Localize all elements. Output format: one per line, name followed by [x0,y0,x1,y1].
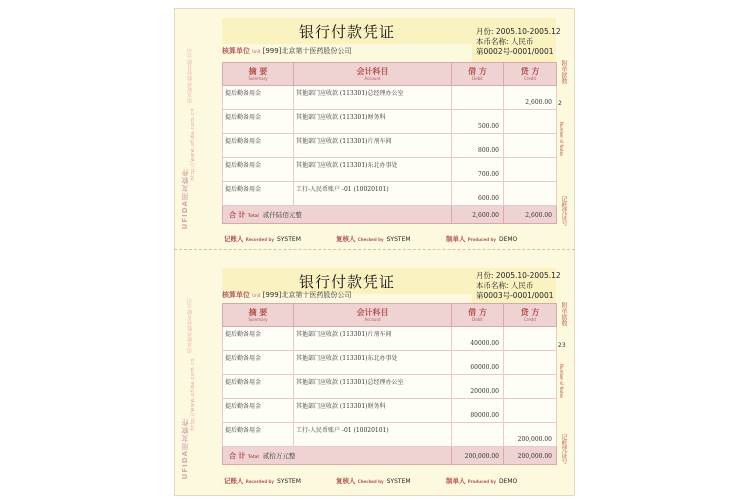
credit-cell [504,327,557,351]
attachments-count: 23 [558,342,566,349]
account-cell: 其他部门应收款 (113301)总经理办公室 [294,375,452,399]
total-debit: 200,000.00 [452,447,504,465]
summary-cell: 提后勤备用金 [223,134,294,158]
credit-cell [504,375,557,399]
debit-cell: 700.00 [452,158,504,182]
unit-row [222,290,351,300]
summary-cell: 提后勤备用金 [223,399,294,423]
total-cell: 合 计 Total 贰仟陆佰元整 [223,206,452,224]
table-header [223,63,557,86]
total-in-words: 贰仟陆佰元整 [262,211,302,219]
currency-name: 本币名称: 人民币 [476,37,534,46]
col-summary: 摘 要 Summary [223,63,294,86]
carry-label: 记账凭证号 [560,434,567,464]
unit-value: [999]北京第十医药股份公司 [262,47,352,55]
summary-cell: 提后勤备用金 [223,375,294,399]
credit-cell [504,134,557,158]
checked-by: 复核人 Checked by SYSTEM [336,235,411,243]
debit-cell: 60000.00 [452,351,504,375]
voucher-number: 第0002号-0001/0001 [476,47,554,56]
debit-cell [452,423,504,447]
voucher-2 [174,258,575,496]
col-credit: 贷 方 Credit [504,63,557,86]
table-row [223,182,557,206]
account-cell: 工行-人民币账户 -01 (10020101) [294,423,452,447]
total-credit: 2,600.00 [504,206,557,224]
credit-cell: 2,600.00 [504,86,557,110]
table-row [223,351,557,375]
table-row [223,110,557,134]
brand-logo-vertical: UFIDA用友软件 [181,418,189,480]
attachments-label-en: Number of Notes [559,364,564,399]
unit-label: 核算单位 [222,47,250,55]
account-cell: 其他部门应收款 (113301)财务科 [294,399,452,423]
debit-cell: 600.00 [452,182,504,206]
account-cell: 其他部门应收款 (113301)财务科 [294,110,452,134]
recorded-by: 记账人 Recorded by SYSTEM [224,477,301,485]
unit-label-en: Unit [252,293,261,298]
table-row [223,86,557,110]
produced-by: 制单人 Produced by DEMO [446,477,518,485]
summary-cell: 提后勤备用金 [223,351,294,375]
debit-cell: 800.00 [452,134,504,158]
voucher-number: 第0003号-0001/0001 [476,291,554,300]
col-credit: 贷 方 Credit [504,304,557,327]
side-url-text: http://www.ufida.com.cn [190,108,196,181]
currency-name: 本币名称: 人民币 [476,281,534,290]
month-range: 月份: 2005.10-2005.12 [476,271,561,280]
side-url-text: http://www.ufida.com.cn [190,358,196,431]
account-cell: 其他部门应收款 (113301)总经理办公室 [294,86,452,110]
account-cell: 其他部门应收款 (113301)东北办事处 [294,351,452,375]
side-company-text: 用友软件股份有限公司 [187,48,193,103]
brand-logo-vertical: UFIDA用友软件 [181,168,189,230]
col-account: 会计科目 Account [294,304,452,327]
attachments-label: 附单据数 [560,60,567,84]
voucher-title: 银行付款凭证 [298,23,395,41]
summary-cell: 提后勤备用金 [223,86,294,110]
month-range: 月份: 2005.10-2005.12 [476,27,561,36]
account-cell: 工行-人民币账户 -01 (10020101) [294,182,452,206]
credit-cell [504,399,557,423]
attachments-label: 附单据数 [560,302,567,326]
unit-label: 核算单位 [222,291,250,299]
unit-label-en: Unit [252,49,261,54]
voucher-1 [174,8,575,246]
table-row [223,423,557,447]
account-cell: 其他部门应收款 (113301)片剂车间 [294,327,452,351]
total-label: 合 计 [229,211,246,219]
debit-cell [452,86,504,110]
attachments-count: 2 [558,100,562,107]
checked-by: 复核人 Checked by SYSTEM [336,477,411,485]
total-row [223,447,557,465]
col-summary: 摘 要 Summary [223,304,294,327]
total-cell: 合 计 Total 贰拾万元整 [223,447,452,465]
credit-cell [504,110,557,134]
total-credit: 200,000.00 [504,447,557,465]
credit-cell [504,158,557,182]
table-row [223,327,557,351]
entry-table [222,62,557,224]
debit-cell: 80000.00 [452,399,504,423]
summary-cell: 提后勤备用金 [223,182,294,206]
unit-row [222,46,351,56]
unit-value: [999]北京第十医药股份公司 [262,291,352,299]
voucher-title: 银行付款凭证 [298,273,395,291]
table-header [223,304,557,327]
carry-label: 记账凭证号 [560,196,567,226]
credit-cell: 200,000.00 [504,423,557,447]
table-row [223,158,557,182]
credit-cell [504,182,557,206]
summary-cell: 提后勤备用金 [223,158,294,182]
total-label: 合 计 [229,452,246,460]
produced-by: 制单人 Produced by DEMO [446,235,518,243]
debit-cell: 500.00 [452,110,504,134]
summary-cell: 提后勤备用金 [223,423,294,447]
account-cell: 其他部门应收款 (113301)东北办事处 [294,158,452,182]
total-in-words: 贰拾万元整 [262,452,296,460]
debit-cell: 20000.00 [452,375,504,399]
perforation-line [174,249,575,250]
account-cell: 其他部门应收款 (113301)片剂车间 [294,134,452,158]
credit-cell [504,351,557,375]
summary-cell: 提后勤备用金 [223,327,294,351]
col-debit: 借 方 Debit [452,304,504,327]
col-account: 会计科目 Account [294,63,452,86]
recorded-by: 记账人 Recorded by SYSTEM [224,235,301,243]
table-row [223,134,557,158]
col-debit: 借 方 Debit [452,63,504,86]
side-company-text: 用友软件股份有限公司 [187,298,193,353]
total-debit: 2,600.00 [452,206,504,224]
summary-cell: 提后勤备用金 [223,110,294,134]
entry-table [222,303,557,465]
table-row [223,375,557,399]
attachments-label-en: Number of Notes [559,122,564,157]
total-row [223,206,557,224]
debit-cell: 40000.00 [452,327,504,351]
title-bar [222,18,472,44]
table-row [223,399,557,423]
